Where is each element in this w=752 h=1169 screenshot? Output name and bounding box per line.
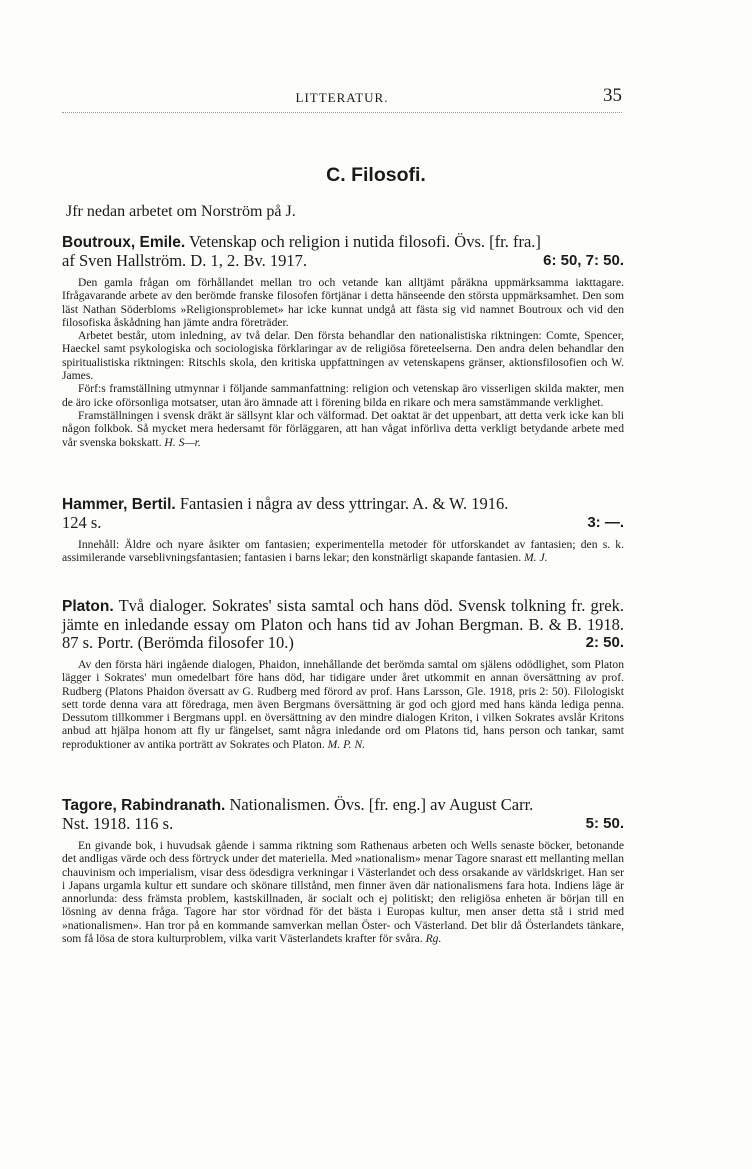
- entry-tagore: [62, 796, 624, 945]
- entry-price: 5: 50.: [585, 815, 624, 832]
- entry-platon: [62, 597, 624, 751]
- entry-author: Tagore, Rabindranath.: [62, 797, 226, 814]
- entry-imprint: Nst. 1918. 116 s.: [62, 814, 174, 833]
- running-head: [62, 85, 622, 108]
- entry-author: Platon.: [62, 598, 114, 615]
- entry-review: [62, 658, 624, 751]
- review-paragraph: Innehåll: Äldre och nyare åsikter om fantasien; experimentella metoder för utforskandet av fantasien; den s. k. assimilerande varseblivningsfantasien; fantasien i barns lekar; den konstnärligt skapande fantasien. M. J.: [62, 538, 624, 565]
- reviewer-signature: Rg.: [425, 932, 442, 946]
- reviewer-signature: M. P. N.: [327, 737, 366, 751]
- header-rule: [62, 112, 622, 113]
- entry-hammer: [62, 495, 624, 565]
- entry-title-line: Vetenskap och religion i nutida filosofi. Övs. [fr. fra.]: [188, 232, 541, 251]
- entry-heading: [62, 597, 624, 652]
- entry-review: [62, 276, 624, 449]
- entry-price: 6: 50, 7: 50.: [543, 252, 624, 269]
- entry-imprint: 124 s.: [62, 513, 102, 532]
- entry-boutroux: [62, 233, 624, 449]
- review-paragraph: En givande bok, i huvudsak gående i samma riktning som Rathenaus arbeten och Wells senaste böcker, betonande det andligas värde och dess förtryck under det materiella. Med »nationalism» menar Tagore snarast ett mellanting mellan chauvinism och imperialism, visar dess ödesdigra verkningar i Västerlandet och dess orsakande av världskriget. Han ser i Japans urgamla kultur ett sundare och skönare tillstånd, men finner även där nationalismens fara hota. Indiens läge är annorlunda: dess främsta problem, kastskillnaden, är socialt och ej politiskt; den religiösa enheten är början till en lösning av denna fråga. Tagore har stor vördnad för det bästa i Europas kultur, men anser detta stå i strid med »nationalismen». Han tror på en kommande samverkan mellan Öster- och Västerland. Det blir då Österlandets tänkare, som få lösa de stora kulturproblem, vilka varit Västerlandets krafter för svåra. Rg.: [62, 839, 624, 946]
- entry-imprint: af Sven Hallström. D. 1, 2. Bv. 1917.: [62, 251, 308, 270]
- review-paragraph: Framställningen i svensk dräkt är sällsynt klar och välformad. Det oaktat är det uppenbart, att detta verk icke kan bli någon folkbok. Så mycket mera hedersamt för förläggaren, att han vågat införliva detta verkligt betydande arbete med vår svenska bokskatt. H. S—r.: [62, 408, 624, 449]
- reviewer-signature: M. J.: [524, 551, 548, 565]
- review-paragraph: Den gamla frågan om förhållandet mellan tro och vetande kan alltjämt påräkna uppmärksamma iakttagare. Ifrågavarande arbete av den berömde franske filosofen förtjänar i detta hänseende den största uppmärksamhet. Den som läst Nathan Söderbloms »Religionsproblemet» har icke kunnat undgå att fästa sig vid namnet Boutroux och vid den filosofiska åskådning han jämte andra företräder.: [62, 276, 624, 329]
- review-paragraph: Av den första häri ingående dialogen, Phaidon, innehållande det berömda samtal om själens odödlighet, som Platon lägger i Sokrates' mun omedelbart före hans död, har tidigare under året utkommit en annan översättning av prof. Rudberg (Platons Phaidon översatt av G. Rudberg med förord av prof. Hans Larsson, Gle. 1918, pris 2: 50). Filologiskt sett torde denna vara att föredraga, men även Bergmans översättning är god och gjord med hans kända lediga penna. Dessutom tillkommer i Bergmans uppl. en översättning av den mindre dialogen Kriton, i vilken Sokrates avslår Kritons anbud att hjälpa honom att fly ur fängelset, samt några inledande ord om Platons tid, hans person och tankar, samt reproduktioner av antika porträtt av Sokrates och Platon. M. P. N.: [62, 658, 624, 751]
- entry-title-line: Fantasien i några av dess yttringar. A. & W. 1916.: [179, 494, 509, 513]
- entry-review: [62, 538, 624, 565]
- running-title: LITTERATUR.: [295, 90, 389, 105]
- review-paragraph: Arbetet består, utom inledning, av två delar. Den första behandlar den nationalistiska riktningen: Comte, Spencer, Haeckel samt psykologiska och sociologiska förklaringar av de religiösa företeelserna. Den andra delen behandlar den spiritualistiska riktningen: Ritschls skola, den kritiska uppfattningen av vetenskapens gränser, aktionsfilosofien och W. James.: [62, 329, 624, 383]
- cross-reference: Jfr nedan arbetet om Norström på J.: [66, 203, 296, 220]
- reviewer-signature: H. S—r.: [164, 435, 201, 449]
- entry-heading: [62, 233, 624, 270]
- entry-title-line: Två dialoger. Sokrates' sista samtal och hans död. Svensk tolkning fr. grek. jämte en inledande essay om Platon och hans tid av Johan Bergman. B. & B. 1918. 87 s. Portr. (Berömda filosofer 10.): [62, 596, 624, 652]
- page-number: 35: [603, 85, 622, 106]
- entry-title-line: Nationalismen. Övs. [fr. eng.] av August Carr.: [229, 795, 534, 814]
- section-title: C. Filosofi.: [326, 164, 426, 186]
- entry-author: Boutroux, Emile.: [62, 234, 186, 251]
- entry-price: 3: —.: [587, 514, 624, 531]
- entry-heading: [62, 495, 624, 532]
- review-paragraph: Förf:s framställning utmynnar i följande sammanfattning: religion och vetenskap äro visserligen skilda makter, men de äro icke oförsonliga motsatser, utan äro ämnade att i förening bilda en rikare och mera samstämmande verklighet.: [62, 382, 624, 409]
- entry-author: Hammer, Bertil.: [62, 496, 176, 513]
- entry-review: [62, 839, 624, 945]
- entry-price: 2: 50.: [585, 634, 624, 651]
- entry-heading: [62, 796, 624, 833]
